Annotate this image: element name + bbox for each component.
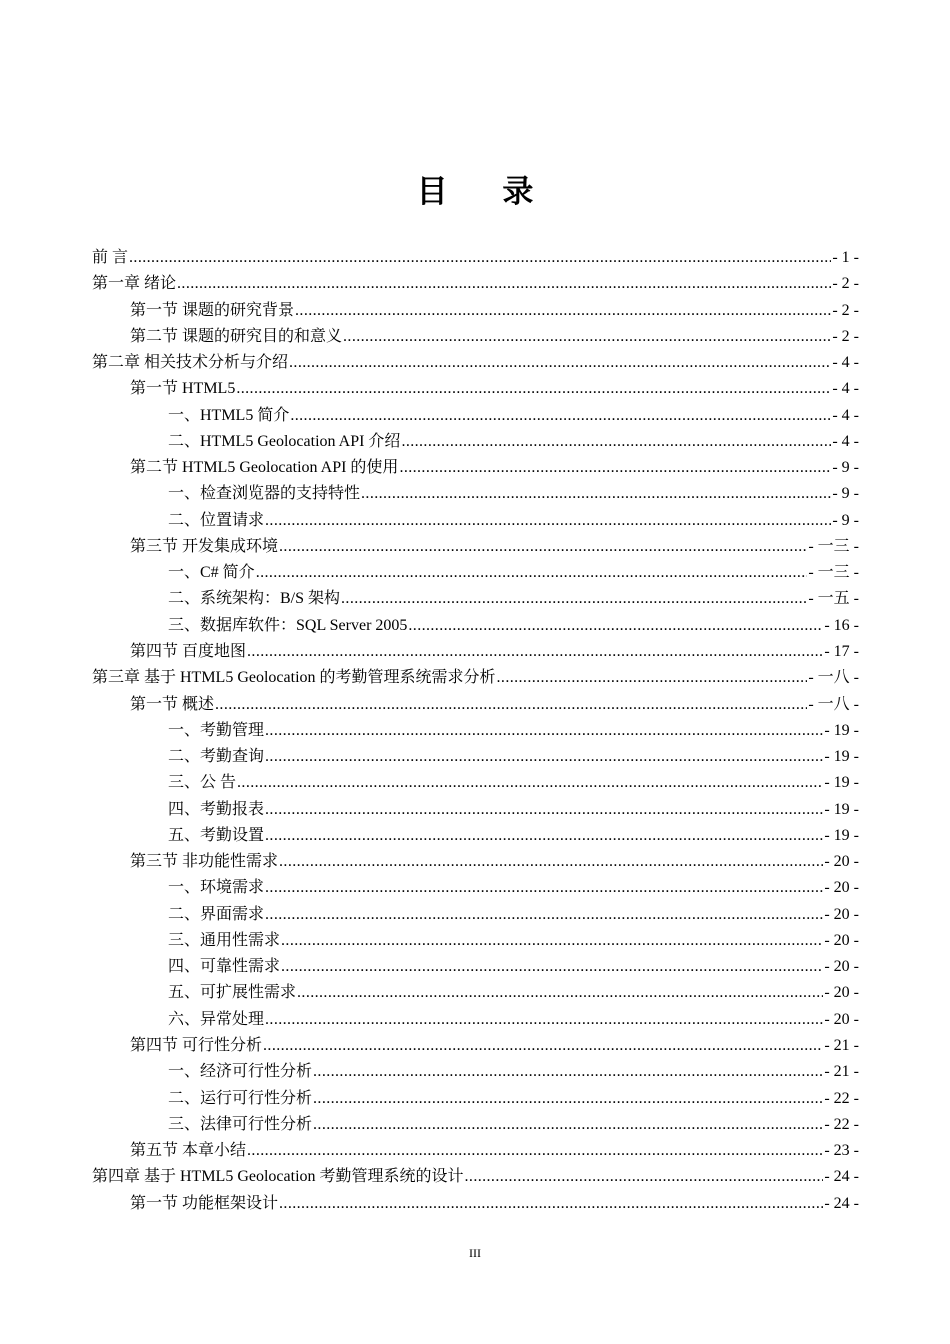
toc-leader-dots bbox=[281, 928, 823, 954]
toc-entry-title: 第三节 非功能性需求 bbox=[130, 853, 279, 871]
toc-leader-dots bbox=[313, 1086, 823, 1112]
toc-leader-dots bbox=[236, 376, 831, 402]
toc-entry-page: - 4 - bbox=[832, 354, 859, 372]
toc-entry-page: - 9 - bbox=[832, 511, 859, 529]
toc-entry-page: - 21 - bbox=[824, 1063, 859, 1081]
toc-leader-dots bbox=[265, 875, 823, 901]
toc-entry-page: - 21 - bbox=[824, 1036, 859, 1054]
toc-leader-dots bbox=[265, 902, 823, 928]
toc-entry[interactable] bbox=[92, 481, 859, 507]
toc-entry[interactable] bbox=[92, 875, 859, 901]
toc-leader-dots bbox=[265, 718, 823, 744]
toc-leader-dots bbox=[341, 586, 807, 612]
toc-entry-title: 第二章 相关技术分析与介绍 bbox=[92, 354, 289, 372]
toc-entry[interactable] bbox=[92, 954, 859, 980]
toc-entry-page: - 2 - bbox=[832, 275, 859, 293]
toc-entry[interactable] bbox=[92, 534, 859, 560]
toc-entry-page: - 20 - bbox=[824, 853, 859, 871]
toc-entry-page: - 19 - bbox=[824, 800, 859, 818]
toc-entry-title: 三、公 告 bbox=[168, 774, 237, 792]
toc-entry-title: 一、考勤管理 bbox=[168, 721, 265, 739]
toc-leader-dots bbox=[247, 639, 823, 665]
toc-leader-dots bbox=[215, 692, 807, 718]
toc-entry-page: - 24 - bbox=[824, 1168, 859, 1186]
toc-entry-title: 三、通用性需求 bbox=[168, 931, 281, 949]
toc-entry[interactable] bbox=[92, 744, 859, 770]
toc-entry-title: 第一节 概述 bbox=[130, 695, 215, 713]
toc-entry-title: 一、HTML5 简介 bbox=[168, 406, 290, 424]
toc-leader-dots bbox=[343, 324, 831, 350]
toc-entry[interactable] bbox=[92, 928, 859, 954]
toc-leader-dots bbox=[361, 481, 831, 507]
toc-leader-dots bbox=[497, 665, 808, 691]
toc-leader-dots bbox=[177, 271, 831, 297]
toc-entry-title: 五、可扩展性需求 bbox=[168, 984, 297, 1002]
toc-entry-page: - 17 - bbox=[824, 642, 859, 660]
toc-entry[interactable] bbox=[92, 770, 859, 796]
toc-leader-dots bbox=[279, 534, 807, 560]
toc-entry-page: - 4 - bbox=[832, 406, 859, 424]
toc-entry[interactable] bbox=[92, 639, 859, 665]
toc-leader-dots bbox=[408, 613, 823, 639]
page-title: 目 录 bbox=[416, 174, 556, 210]
toc-leader-dots bbox=[265, 797, 823, 823]
toc-entry-page: - 一三 - bbox=[808, 537, 859, 555]
toc-entry[interactable] bbox=[92, 560, 859, 586]
toc-leader-dots bbox=[313, 1059, 823, 1085]
toc-entry-title: 二、考勤查询 bbox=[168, 748, 265, 766]
toc-entry-title: 三、数据库软件：SQL Server 2005 bbox=[168, 616, 408, 634]
toc-entry[interactable] bbox=[92, 508, 859, 534]
toc-leader-dots bbox=[465, 1164, 824, 1190]
toc-entry[interactable] bbox=[92, 1191, 859, 1217]
toc-leader-dots bbox=[297, 980, 823, 1006]
toc-entry-page: - 20 - bbox=[824, 984, 859, 1002]
toc-entry-page: - 一五 - bbox=[808, 590, 859, 608]
toc-entry-title: 三、法律可行性分析 bbox=[168, 1115, 313, 1133]
toc-entry-title: 一、环境需求 bbox=[168, 879, 265, 897]
toc-leader-dots bbox=[401, 429, 831, 455]
toc-entry-title: 五、考勤设置 bbox=[168, 826, 265, 844]
toc-entry[interactable] bbox=[92, 980, 859, 1006]
toc-entry-page: - 19 - bbox=[824, 826, 859, 844]
toc-leader-dots bbox=[129, 245, 831, 271]
toc-entry-title: 二、运行可行性分析 bbox=[168, 1089, 313, 1107]
toc-entry-title: 二、HTML5 Geolocation API 介绍 bbox=[168, 432, 401, 450]
toc-entry[interactable] bbox=[92, 1007, 859, 1033]
toc-entry-page: - 20 - bbox=[824, 958, 859, 976]
table-of-contents bbox=[92, 245, 859, 1217]
toc-leader-dots bbox=[263, 1033, 823, 1059]
toc-entry[interactable] bbox=[92, 1138, 859, 1164]
toc-entry[interactable] bbox=[92, 1033, 859, 1059]
toc-leader-dots bbox=[265, 823, 823, 849]
toc-entry[interactable] bbox=[92, 665, 859, 691]
toc-entry-title: 第一节 HTML5 bbox=[130, 380, 236, 398]
toc-entry-page: - 20 - bbox=[824, 879, 859, 897]
toc-leader-dots bbox=[265, 1007, 823, 1033]
toc-entry-title: 四、考勤报表 bbox=[168, 800, 265, 818]
toc-leader-dots bbox=[256, 560, 808, 586]
toc-entry-title: 第四章 基于 HTML5 Geolocation 考勤管理系统的设计 bbox=[92, 1168, 464, 1186]
toc-entry[interactable] bbox=[92, 902, 859, 928]
toc-entry-page: - 4 - bbox=[832, 432, 859, 450]
toc-entry[interactable] bbox=[92, 718, 859, 744]
toc-entry-page: - 一三 - bbox=[808, 564, 859, 582]
page-number: III bbox=[469, 1246, 481, 1260]
toc-leader-dots bbox=[279, 849, 823, 875]
toc-entry-title: 二、系统架构：B/S 架构 bbox=[168, 590, 341, 608]
toc-entry-page: - 20 - bbox=[824, 905, 859, 923]
toc-entry[interactable] bbox=[92, 613, 859, 639]
toc-leader-dots bbox=[265, 744, 823, 770]
toc-entry-title: 第三节 开发集成环境 bbox=[130, 537, 279, 555]
toc-leader-dots bbox=[290, 403, 831, 429]
toc-entry-page: - 2 - bbox=[832, 327, 859, 345]
toc-leader-dots bbox=[237, 770, 823, 796]
toc-entry-title: 四、可靠性需求 bbox=[168, 958, 281, 976]
toc-entry[interactable] bbox=[92, 455, 859, 481]
toc-entry[interactable] bbox=[92, 797, 859, 823]
toc-leader-dots bbox=[281, 954, 823, 980]
toc-entry[interactable] bbox=[92, 271, 859, 297]
toc-entry[interactable] bbox=[92, 376, 859, 402]
toc-leader-dots bbox=[295, 298, 831, 324]
toc-entry[interactable] bbox=[92, 692, 859, 718]
toc-entry[interactable] bbox=[92, 350, 859, 376]
toc-entry[interactable] bbox=[92, 823, 859, 849]
toc-entry[interactable] bbox=[92, 429, 859, 455]
toc-entry-page: - 20 - bbox=[824, 1010, 859, 1028]
toc-entry-page: - 20 - bbox=[824, 931, 859, 949]
toc-entry-page: - 22 - bbox=[824, 1115, 859, 1133]
toc-entry[interactable] bbox=[92, 298, 859, 324]
toc-entry-page: - 19 - bbox=[824, 721, 859, 739]
toc-entry[interactable] bbox=[92, 324, 859, 350]
toc-entry-title: 第五节 本章小结 bbox=[130, 1142, 247, 1160]
toc-entry-title: 第一节 功能框架设计 bbox=[130, 1194, 279, 1212]
toc-entry-title: 前 言 bbox=[92, 249, 129, 266]
toc-entry-title: 第一章 绪论 bbox=[92, 275, 177, 293]
toc-leader-dots bbox=[289, 350, 831, 376]
toc-entry-page: - 9 - bbox=[832, 459, 859, 477]
toc-entry-title: 第三章 基于 HTML5 Geolocation 的考勤管理系统需求分析 bbox=[92, 669, 496, 687]
toc-entry-title: 第一节 课题的研究背景 bbox=[130, 301, 295, 319]
toc-leader-dots bbox=[313, 1112, 823, 1138]
toc-entry-page: - 24 - bbox=[824, 1194, 859, 1212]
toc-entry-page: - 9 - bbox=[832, 485, 859, 503]
toc-entry-title: 一、检查浏览器的支持特性 bbox=[168, 485, 361, 503]
toc-entry-page: - 4 - bbox=[832, 380, 859, 398]
toc-entry[interactable] bbox=[92, 1164, 859, 1190]
toc-entry[interactable] bbox=[92, 245, 859, 271]
toc-entry-title: 第二节 HTML5 Geolocation API 的使用 bbox=[130, 459, 399, 477]
toc-entry-page: - 23 - bbox=[824, 1142, 859, 1160]
toc-entry[interactable] bbox=[92, 1112, 859, 1138]
toc-entry-title: 第四节 可行性分析 bbox=[130, 1036, 263, 1054]
toc-entry-page: - 19 - bbox=[824, 774, 859, 792]
toc-entry[interactable] bbox=[92, 586, 859, 612]
toc-entry-page: - 1 - bbox=[832, 249, 859, 266]
toc-entry-title: 二、位置请求 bbox=[168, 511, 265, 529]
toc-leader-dots bbox=[399, 455, 831, 481]
toc-leader-dots bbox=[247, 1138, 823, 1164]
toc-leader-dots bbox=[265, 508, 831, 534]
toc-leader-dots bbox=[279, 1191, 823, 1217]
toc-entry-page: - 一八 - bbox=[808, 695, 859, 713]
toc-entry-page: - 19 - bbox=[824, 748, 859, 766]
toc-entry-page: - 2 - bbox=[832, 301, 859, 319]
toc-entry-page: - 16 - bbox=[824, 616, 859, 634]
toc-entry-title: 第二节 课题的研究目的和意义 bbox=[130, 327, 343, 345]
toc-entry[interactable] bbox=[92, 1086, 859, 1112]
toc-entry-title: 一、C# 简介 bbox=[168, 564, 255, 582]
toc-entry-page: - 一八 - bbox=[808, 669, 859, 687]
toc-entry[interactable] bbox=[92, 1059, 859, 1085]
toc-entry-title: 二、界面需求 bbox=[168, 905, 265, 923]
toc-entry[interactable] bbox=[92, 403, 859, 429]
toc-entry-page: - 22 - bbox=[824, 1089, 859, 1107]
toc-entry-title: 第四节 百度地图 bbox=[130, 642, 247, 660]
toc-entry[interactable] bbox=[92, 849, 859, 875]
toc-entry-title: 一、经济可行性分析 bbox=[168, 1063, 313, 1081]
toc-entry-title: 六、异常处理 bbox=[168, 1010, 265, 1028]
